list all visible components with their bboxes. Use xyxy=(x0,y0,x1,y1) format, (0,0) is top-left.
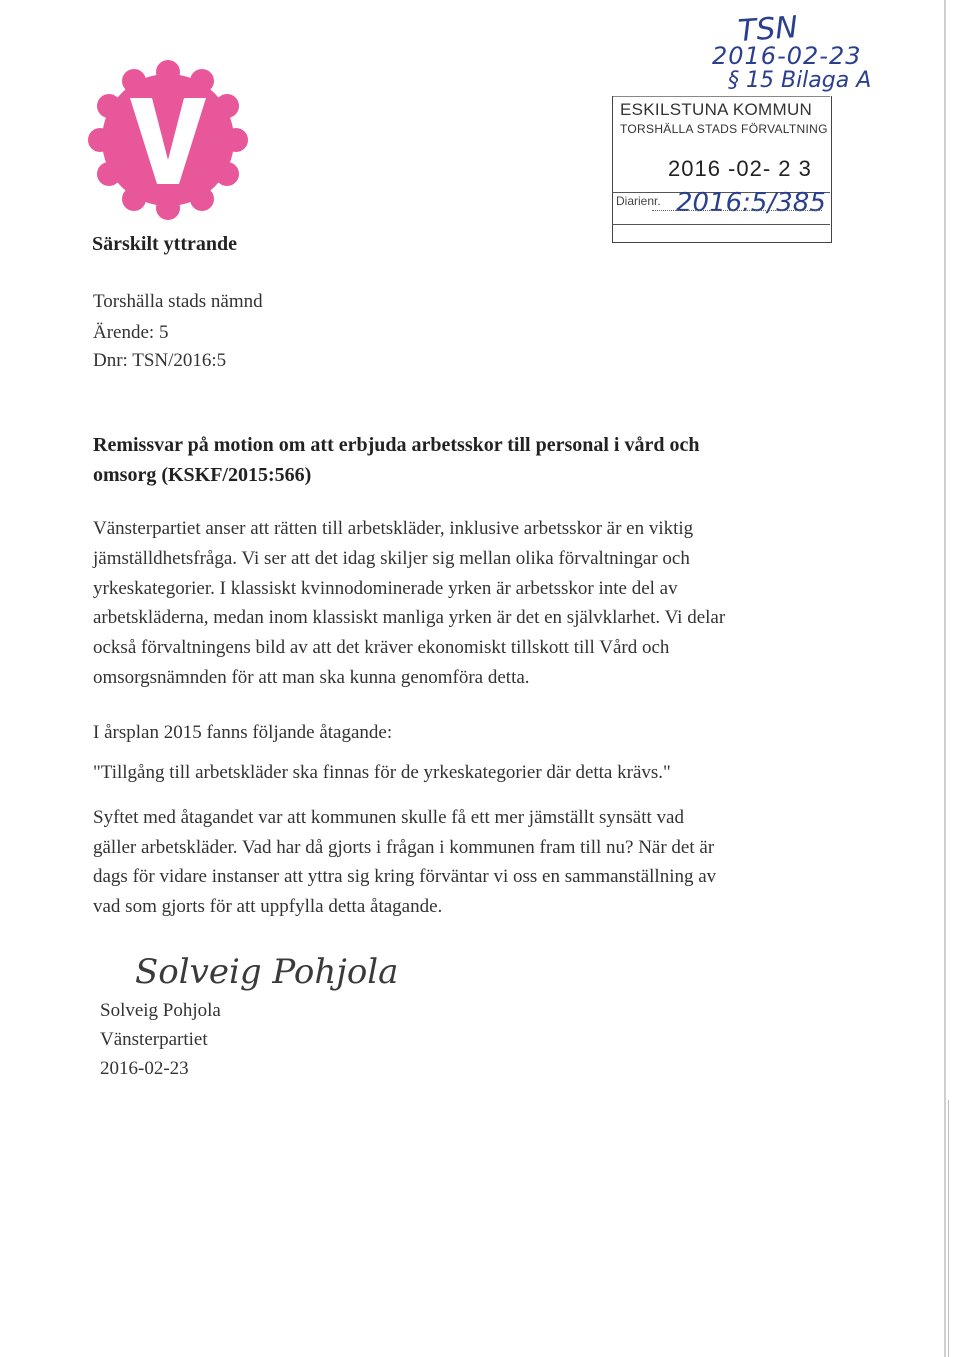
paragraph1-line: arbetskläderna, medan inom klassiskt manliga yrken är det en självklarhet. Vi delar xyxy=(93,607,726,628)
signer-name: Solveig Pohjola xyxy=(100,1000,221,1021)
paragraph1-line: också förvaltningens bild av att det kräver ekonomiskt tillskott till Vård och xyxy=(93,637,670,658)
stamp-diarienr-value: 2016:5/385 xyxy=(676,188,826,218)
handwritten-paragraph-ref: § 15 Bilaga A xyxy=(728,68,872,93)
page-edge-inner xyxy=(948,1100,949,1357)
paragraph3-line: dags för vidare instanser att yttra sig kring förväntar vi oss en sammanställning av xyxy=(93,866,717,887)
document-title-line-1: Remissvar på motion om att erbjuda arbetsskor till personal i vård och xyxy=(93,434,700,456)
paragraph1-line: jämställdhetsfråga. Vi ser att det idag skiljer sig mellan olika förvaltningar och xyxy=(93,548,690,569)
page-edge xyxy=(944,0,946,1357)
handwritten-date: 2016-02-23 xyxy=(712,42,862,70)
paragraph3-line: Syftet med åtagandet var att kommunen skulle få ett mer jämställt synsätt vad xyxy=(93,807,684,828)
paragraph2: I årsplan 2015 fanns följande åtagande: xyxy=(93,722,393,743)
paragraph1-line: Vänsterpartiet anser att rätten till arbetskläder, inklusive arbetsskor är en viktig xyxy=(93,518,694,539)
stamp-dotted-line xyxy=(652,210,822,211)
stamp-organization: ESKILSTUNA KOMMUN xyxy=(620,100,813,119)
arende: Ärende: 5 xyxy=(93,322,169,343)
handwritten-signature: Solveig Pohjola xyxy=(135,952,399,992)
vansterpartiet-logo xyxy=(88,60,248,220)
paragraph1-line: yrkeskategorier. I klassiskt kvinnodominerade yrken är arbetsskor inte del av xyxy=(93,578,678,599)
stamp-bottom-divider xyxy=(612,224,830,225)
document-title-line-2: omsorg (KSKF/2015:566) xyxy=(93,464,312,486)
signer-date: 2016-02-23 xyxy=(100,1058,189,1079)
document-type-heading: Särskilt yttrande xyxy=(92,233,237,255)
stamp-diarienr-label: Diarienr. xyxy=(616,194,661,208)
stamp-unit: TORSHÄLLA STADS FÖRVALTNING xyxy=(620,122,828,136)
diary-number: Dnr: TSN/2016:5 xyxy=(93,350,227,371)
paragraph3-line: gäller arbetskläder. Vad har då gjorts i frågan i kommunen fram till nu? När det är xyxy=(93,837,715,858)
committee-name: Torshälla stads nämnd xyxy=(93,291,263,312)
paragraph1-line: omsorgsnämnden för att man ska kunna genomföra detta. xyxy=(93,667,530,688)
handwritten-tsn: TSN xyxy=(736,9,799,50)
quote: "Tillgång till arbetskläder ska finnas för de yrkeskategorier där detta krävs." xyxy=(93,762,671,783)
stamp-date: 2016 -02- 2 3 xyxy=(668,156,812,181)
paragraph3-line: vad som gjorts för att uppfylla detta åtagande. xyxy=(93,896,443,917)
signer-party: Vänsterpartiet xyxy=(100,1029,208,1050)
